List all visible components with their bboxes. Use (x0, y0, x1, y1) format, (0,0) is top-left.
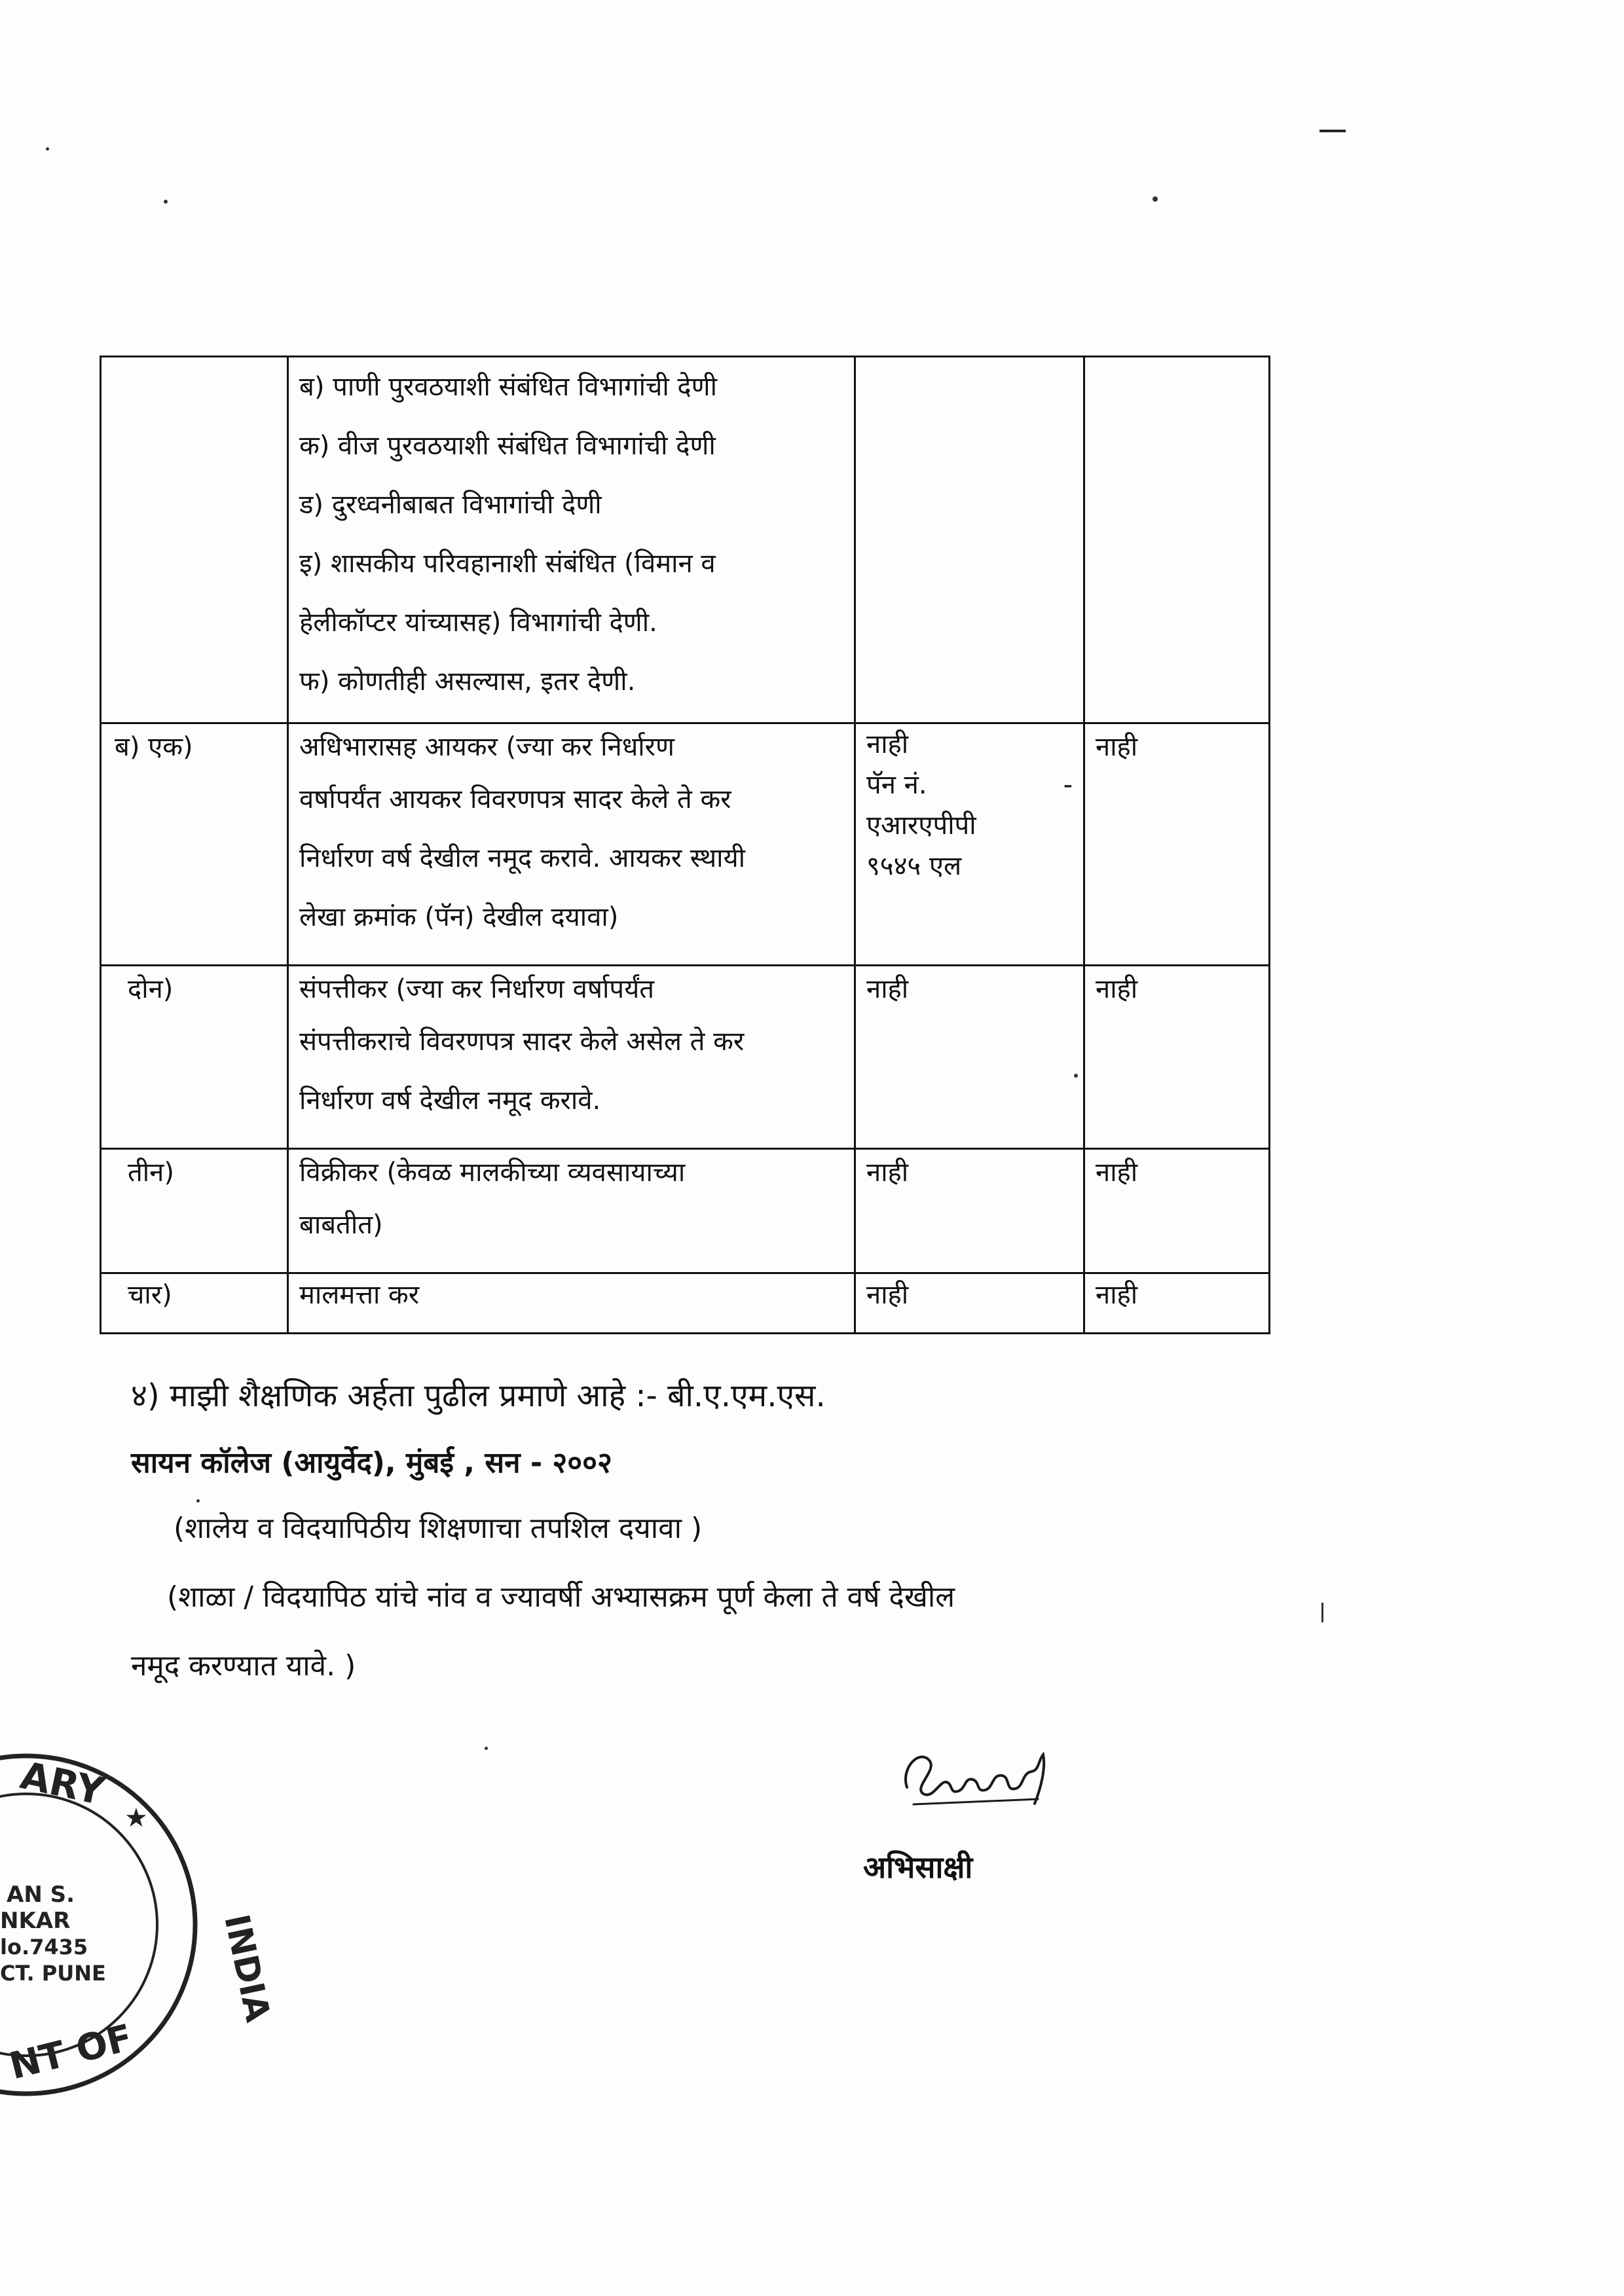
description-line: हेलीकॉप्टर यांच्यासह) विभागांची देणी. (299, 608, 657, 638)
table-row (101, 723, 1270, 966)
education-instruction: नमूद करण्यात यावे. ) (131, 1649, 356, 1683)
description-line: निर्धारण वर्ष देखील नमूद करावे. आयकर स्थायी (299, 843, 746, 873)
row-label-cell (101, 966, 288, 1149)
spouse-value: नाही (1096, 732, 1138, 762)
description-line: इ) शासकीय परिवहानाशी संबंधित (विमान व (299, 549, 716, 579)
row-label-cell (101, 1149, 288, 1273)
description-line: फ) कोणतीही असल्यास, इतर देणी. (299, 666, 636, 697)
row-label-cell (101, 357, 288, 723)
row-self-cell (855, 723, 1084, 966)
table-row (101, 357, 1270, 723)
scan-speck (1153, 196, 1158, 202)
spouse-value: नाही (1096, 974, 1138, 1004)
signature-image (894, 1741, 1058, 1813)
svg-text:CT. PUNE: CT. PUNE (0, 1961, 106, 1986)
row-self-cell (855, 966, 1084, 1149)
margin-mark (1320, 130, 1346, 132)
self-value: नाही (866, 974, 909, 1004)
row-description-cell (288, 1149, 855, 1273)
description-line: विक्रीकर (केवळ मालकीच्या व्यवसायाच्या (299, 1157, 686, 1188)
row-label: ब) एक) (115, 732, 193, 762)
svg-text:NKAR: NKAR (0, 1908, 71, 1934)
row-spouse-cell (1084, 1149, 1270, 1273)
pan-label-row (866, 765, 1073, 805)
row-label-cell (101, 723, 288, 966)
row-description-cell (288, 966, 855, 1149)
row-label-cell (101, 1273, 288, 1334)
pan-dash: - (1063, 770, 1073, 800)
education-instruction: (शालेय व विदयापिठीय शिक्षणाचा तपशिल दयावा ) (174, 1512, 703, 1545)
scan-speck (196, 1499, 200, 1503)
description-line: बाबतीत) (299, 1210, 383, 1240)
scan-speck (46, 147, 49, 151)
row-description-cell (288, 357, 855, 723)
description-line: ड) दुरध्वनीबाबत विभागांची देणी (299, 490, 602, 520)
row-description-cell (288, 723, 855, 966)
description-line: ब) पाणी पुरवठयाशी संबंधित विभागांची देणी (299, 372, 717, 402)
scan-speck (1321, 1603, 1323, 1622)
education-instruction: (शाळा / विदयापिठ यांचे नांव व ज्यावर्षी अभ्यासक्रम पूर्ण केला ते वर्ष देखील (167, 1580, 955, 1614)
pan-label: पॅन नं. (866, 770, 927, 800)
description-line: निर्धारण वर्ष देखील नमूद करावे. (299, 1085, 601, 1116)
row-description-cell (288, 1273, 855, 1334)
witness-label: अभिसाक्षी (863, 1850, 973, 1885)
description-line: संपत्तीकराचे विवरणपत्र सादर केले असेल ते कर (299, 1027, 745, 1057)
liabilities-table (100, 355, 1270, 1334)
scan-speck (485, 1747, 488, 1750)
description-line: अधिभारासह आयकर (ज्या कर निर्धारण (299, 732, 674, 762)
pan-number-part: ९५४५ एल (866, 851, 962, 881)
description-line: वर्षापर्यंत आयकर विवरणपत्र सादर केले ते कर (299, 784, 731, 814)
table-row (101, 966, 1270, 1149)
row-spouse-cell (1084, 357, 1270, 723)
spouse-value: नाही (1096, 1157, 1138, 1188)
notary-seal (0, 1728, 278, 2095)
description-line: लेखा क्रमांक (पॅन) देखील दयावा) (299, 902, 619, 932)
education-heading: ४) माझी शैक्षणिक अर्हता पुढील प्रमाणे आहे :- बी.ए.एम.एस. (131, 1377, 826, 1414)
row-self-cell (855, 1149, 1084, 1273)
row-label: दोन) (128, 974, 174, 1004)
row-spouse-cell (1084, 966, 1270, 1149)
svg-text:AN S.: AN S. (7, 1882, 75, 1908)
svg-text:★: ★ (124, 1803, 148, 1833)
description-line: क) वीज पुरवठयाशी संबंधित विभागांची देणी (299, 431, 716, 461)
pan-number-part: एआरएपीपी (866, 811, 976, 841)
svg-text:lo.7435: lo.7435 (0, 1935, 88, 1959)
table-row (101, 1149, 1270, 1273)
svg-text:NT OF: NT OF (5, 2016, 137, 2088)
row-label: तीन) (128, 1157, 174, 1188)
self-value: नाही (866, 729, 909, 759)
education-college: सायन कॉलेज (आयुर्वेद), मुंबई , सन - २००२ (131, 1446, 612, 1480)
row-self-cell (855, 357, 1084, 723)
svg-text:ARY: ARY (16, 1753, 109, 1814)
description-line: मालमत्ता कर (299, 1280, 420, 1310)
row-label: चार) (128, 1280, 172, 1310)
row-self-cell (855, 1273, 1084, 1334)
scan-speck (164, 200, 168, 204)
scan-speck (1074, 1074, 1078, 1078)
spouse-value: नाही (1096, 1280, 1138, 1310)
table-row (101, 1273, 1270, 1334)
row-spouse-cell (1084, 1273, 1270, 1334)
self-value: नाही (866, 1280, 909, 1310)
self-value: नाही (866, 1157, 909, 1188)
description-line: संपत्तीकर (ज्या कर निर्धारण वर्षापर्यंत (299, 974, 655, 1004)
svg-text:INDIA: INDIA (216, 1911, 278, 2026)
row-spouse-cell (1084, 723, 1270, 966)
